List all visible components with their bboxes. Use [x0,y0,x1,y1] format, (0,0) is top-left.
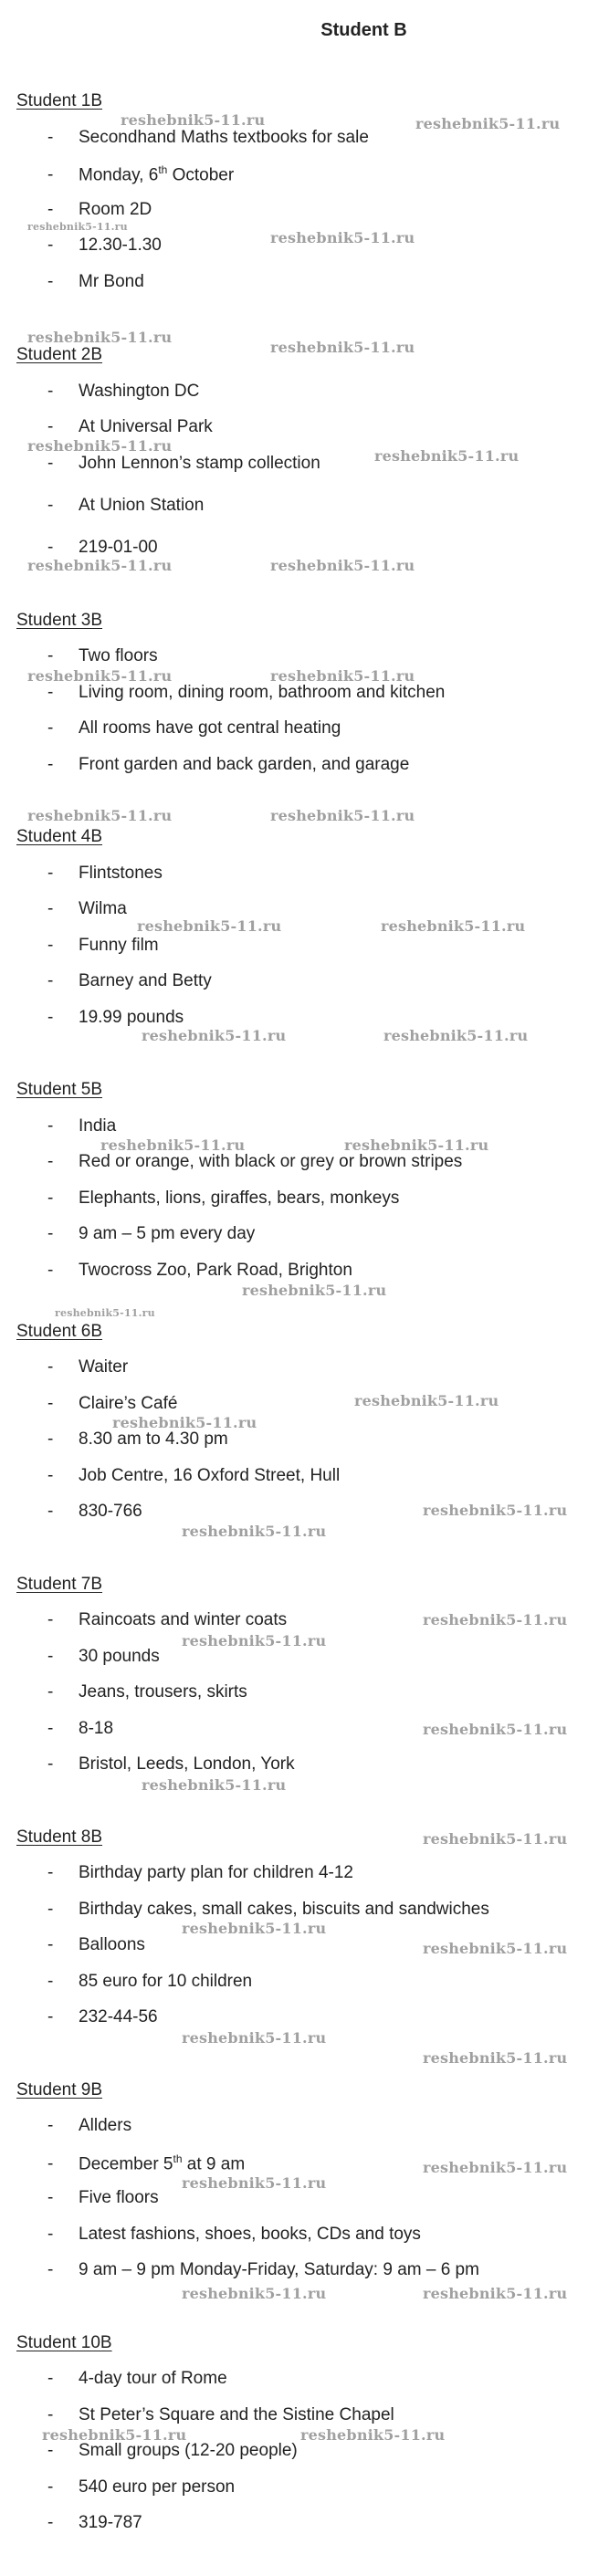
watermark: reshebnik5-11.ru [137,917,282,935]
list-item: - 9 am – 5 pm every day [47,1224,256,1243]
watermark: reshebnik5-11.ru [415,115,561,132]
watermark: reshebnik5-11.ru [182,1920,327,1937]
list-item: - India [47,1116,117,1136]
list-item: - Mr Bond [47,272,144,291]
watermark: reshebnik5-11.ru [383,1027,529,1044]
list-item: - Claire’s Café [47,1394,178,1413]
list-item: - 540 euro per person [47,2477,236,2497]
section-title-1b: Student 1B [16,91,103,110]
watermark: reshebnik5-11.ru [423,2285,568,2302]
list-item: - Washington DC [47,382,200,401]
list-item: - 30 pounds [47,1647,160,1666]
watermark: reshebnik5-11.ru [27,807,173,824]
list-item: - 19.99 pounds [47,1008,184,1027]
list-item: - Twocross Zoo, Park Road, Brighton [47,1261,352,1280]
watermark: reshebnik5-11.ru [112,1414,257,1431]
list-item: - Monday, 6th October [47,163,235,185]
list-item: - Jeans, trousers, skirts [47,1682,247,1702]
list-item: - At Union Station [47,496,205,515]
watermark: reshebnik5-11.ru [270,667,415,685]
list-item: - Funny film [47,936,159,955]
watermark: reshebnik5-11.ru [344,1136,489,1154]
list-item: - 219-01-00 [47,538,158,557]
list-item: - Allders [47,2116,132,2135]
watermark: reshebnik5-11.ru [27,557,173,574]
list-item: - Waiter [47,1357,129,1377]
list-item: - Five floors [47,2188,159,2207]
list-item: - Elephants, lions, giraffes, bears, monkeys [47,1189,400,1208]
list-item: - Small groups (12-20 people) [47,2441,298,2460]
list-item: - All rooms have got central heating [47,718,341,738]
list-item: - 12.30-1.30 [47,236,162,255]
section-title-2b: Student 2B [16,345,103,364]
watermark: reshebnik5-11.ru [182,2174,327,2192]
watermark: reshebnik5-11.ru [121,111,266,129]
list-item: - Front garden and back garden, and garage [47,755,410,774]
list-item: - Two floors [47,646,158,665]
list-item: - Latest fashions, shoes, books, CDs and toys [47,2225,421,2244]
watermark: reshebnik5-11.ru [182,1632,327,1649]
watermark: reshebnik5-11.ru [142,1027,287,1044]
list-item: - Barney and Betty [47,971,212,990]
watermark: reshebnik5-11.ru [270,557,415,574]
watermark: reshebnik5-11.ru [27,437,173,455]
watermark: reshebnik5-11.ru [55,1307,155,1319]
list-item: - Wilma [47,899,127,918]
watermark: reshebnik5-11.ru [242,1282,387,1299]
watermark: reshebnik5-11.ru [182,1523,327,1540]
watermark: reshebnik5-11.ru [27,667,173,685]
page-title: Student B [320,20,407,40]
watermark: reshebnik5-11.ru [354,1392,499,1409]
list-item: - Raincoats and winter coats [47,1610,288,1629]
list-item: - John Lennon’s stamp collection [47,454,320,473]
watermark: reshebnik5-11.ru [182,2029,327,2047]
section-title-7b: Student 7B [16,1575,103,1594]
list-item: - St Peter’s Square and the Sistine Chapel [47,2405,394,2424]
watermark: reshebnik5-11.ru [423,1502,568,1519]
list-item: - Living room, dining room, bathroom and kitchen [47,683,446,702]
watermark: reshebnik5-11.ru [423,1940,568,1957]
list-item: - 830-766 [47,1502,142,1521]
watermark: reshebnik5-11.ru [270,339,415,356]
list-item: - 319-787 [47,2513,142,2532]
list-item: - 4-day tour of Rome [47,2369,227,2388]
list-item: - Bristol, Leeds, London, York [47,1754,295,1774]
list-item: - Birthday party plan for children 4-12 [47,1863,353,1882]
list-item: - Secondhand Maths textbooks for sale [47,128,369,147]
list-item: - Balloons [47,1935,145,1954]
watermark: reshebnik5-11.ru [270,229,415,246]
watermark: reshebnik5-11.ru [381,917,526,935]
list-item: - Job Centre, 16 Oxford Street, Hull [47,1466,341,1485]
watermark: reshebnik5-11.ru [423,1830,568,1848]
section-title-4b: Student 4B [16,827,103,846]
section-title-5b: Student 5B [16,1080,103,1099]
list-item: - 8-18 [47,1719,114,1738]
section-title-6b: Student 6B [16,1322,103,1341]
watermark: reshebnik5-11.ru [270,807,415,824]
watermark: reshebnik5-11.ru [142,1776,287,1794]
watermark: reshebnik5-11.ru [100,1136,246,1154]
list-item: - Red or orange, with black or grey or brown stripes [47,1152,463,1171]
watermark: reshebnik5-11.ru [27,329,173,346]
list-item: - 232-44-56 [47,2007,158,2026]
section-title-9b: Student 9B [16,2080,103,2100]
watermark: reshebnik5-11.ru [300,2426,446,2444]
watermark: reshebnik5-11.ru [374,447,520,465]
watermark: reshebnik5-11.ru [423,2159,568,2176]
section-title-10b: Student 10B [16,2333,112,2352]
watermark: reshebnik5-11.ru [42,2426,187,2444]
watermark: reshebnik5-11.ru [27,221,128,233]
list-item: - December 5th at 9 am [47,2152,246,2174]
watermark: reshebnik5-11.ru [423,1721,568,1738]
list-item: - Room 2D [47,200,152,219]
watermark: reshebnik5-11.ru [423,2049,568,2067]
list-item: - Birthday cakes, small cakes, biscuits and sandwiches [47,1900,489,1919]
section-title-3b: Student 3B [16,611,103,630]
section-title-8b: Student 8B [16,1827,103,1847]
list-item: - 9 am – 9 pm Monday-Friday, Saturday: 9 am – 6 pm [47,2260,479,2279]
watermark: reshebnik5-11.ru [423,1611,568,1628]
list-item: - 8.30 am to 4.30 pm [47,1429,228,1449]
list-item: - Flintstones [47,864,163,883]
list-item: - At Universal Park [47,417,213,436]
list-item: - 85 euro for 10 children [47,1972,253,1991]
watermark: reshebnik5-11.ru [182,2285,327,2302]
